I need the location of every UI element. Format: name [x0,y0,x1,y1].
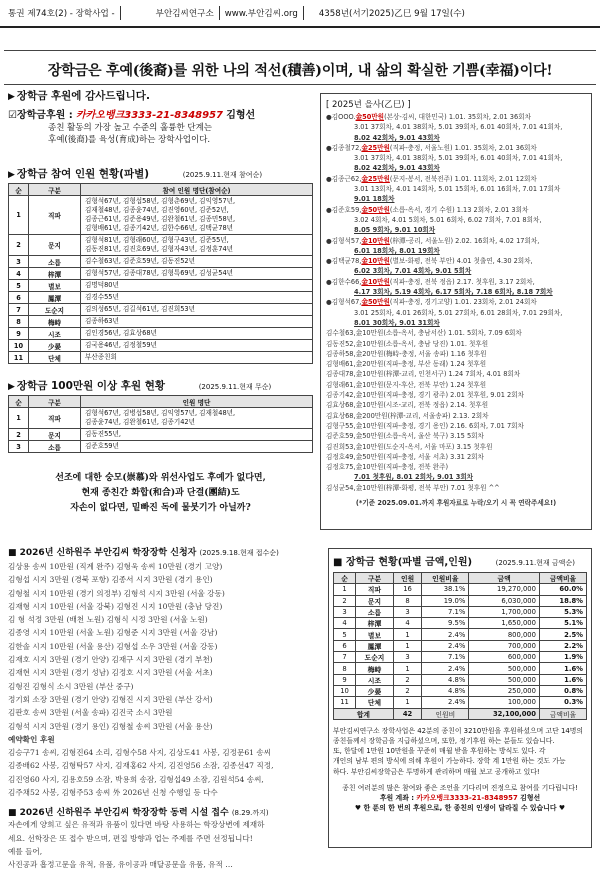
ledger-single-cont: 7.01 첫후원, 8.01 2회차, 9.01 3회차 [354,473,474,482]
row-branch: 소릅 [29,256,81,268]
row-names [81,256,313,268]
row-names [81,340,313,352]
status-cell: 2.4% [422,697,469,708]
ledger-single: 김종대78,金10만원(梓潭-교리, 인천서구) 1.24 7회차, 4.01 8회차 [326,370,521,379]
table-header-row: 순 구분 인원 인원비율 금액 금액비율 [334,573,587,584]
row-branch: 시조 [29,328,81,340]
row-names [81,304,313,316]
ledger-entry-line: 8.02 42회차, 9.01 43회차 [354,164,440,173]
name-line: 김형석57년, 김종대78년, 김형특69년, 김성균54년 [85,269,234,277]
account-holder: 김형선 [226,110,256,121]
triangle-icon: ▶ [8,170,15,180]
row-names [81,268,313,280]
name-line: 김형배61년, 김종기42년, 김한수66년, 김택균78년 [85,224,234,232]
ledger-single: 김형배61,金20만원(직파-충정, 부산 동래) 1.24 첫후원 [326,360,487,369]
status-cell: 700,000 [469,640,540,651]
applicant-footer-line: 김주채52 사봉, 김형주53 송씨 外 2026년 신청 수행일 등 다수 [8,788,218,798]
row-number: 11 [9,352,29,364]
applicant-row: 김상용 송씨 10만원 (직계 완주) 김형욱 송씨 10만원 (경기 고양) [8,562,223,571]
issue-label: 통권 제74호(2) - 장학사업 - [8,9,115,19]
million-title: ▶ 장학금 100만원 이상 후원 현황 (2025.9.11.현재 무순) [8,380,272,392]
row-branch: 少晏 [29,340,81,352]
ledger-entry [326,236,586,257]
recruit-line: 예를 들어, [8,846,43,856]
name-line: 김종하63년 [85,317,119,325]
row-number: 5 [9,280,29,292]
table-row [9,328,313,340]
status-note-line: 종친들께서 장학금을 지급하셨으며, 또한, 정기후원 하는 분들도 있습니다. [333,737,555,746]
ledger-last: 김성균54,金10만원(梓潭-화평, 전북 부안) 7.01 첫후원 ^^ [326,483,500,492]
table-row [334,652,587,663]
row-names [81,328,313,340]
status-cell: 1.9% [539,652,586,663]
left-column [8,88,313,528]
name-line: 김수철63년, 김준호59년, 김동진52년 [85,257,195,265]
status-cell: 60.0% [539,584,586,595]
row-number: 3 [9,256,29,268]
status-note-line: 또, 한달에 1만원 10만원을 꾸준히 매월 받을 후원하는 방식도 있다. 각 [333,747,546,756]
site-url[interactable]: www.부안김씨.org [224,9,298,19]
table-row [9,408,313,429]
ledger-entry [326,205,586,236]
status-cell: 1 [393,640,421,651]
row-names [81,352,313,364]
name-line: 김명덕80년 [85,281,119,289]
status-total-row [334,708,587,719]
ledger-entry-head: ●김종철72,金25만원(직파-충정, 서울노원) 1.01. 35회차, 2.01 36회차 [326,143,537,152]
status-cell: 3 [393,652,421,663]
status-cell: 7.1% [422,606,469,617]
status-cell: 0.3% [539,697,586,708]
row-number: 1 [9,196,29,235]
status-cell: 鳳潭 [356,640,394,651]
ledger-entry-line: 3.01 13회차, 4.01 14회차, 5.01 15회차, 6.01 16회차, 7.01 17회차 [354,185,561,194]
ledger-entry-head: ●김형석67,金50만원(직파-충정, 경기고양) 1.01. 23회차, 2.01 24회차 [326,298,537,307]
status-cell: 2.4% [422,629,469,640]
table-row [9,316,313,328]
status-cell: 800,000 [469,629,540,640]
status-cell: 3 [393,606,421,617]
status-cell: 梅峙 [356,663,394,674]
table-row [334,606,587,617]
status-cell: 5.1% [539,618,586,629]
ledger-entry-head: ●김OOO.金50만원(본상-김씨, 대한민국) 1.01. 35회차, 2.01 36회차 [326,113,531,121]
status-total-cell: 합계 [334,708,394,719]
status-cell: 10 [334,685,356,696]
row-number: 3 [9,441,29,453]
row-branch: 직파 [29,196,81,235]
name-line: 김재철48년, 김종윤74년, 김진영60년, 김준52년, [85,206,229,214]
headline-rule-bottom [4,84,596,85]
applicant-row: 김형철 시지 10만원 (경기 의정부) 김형석 시지 3만원 (서울 강동) [8,588,225,598]
ledger-entry [326,112,586,143]
table-row [9,429,313,441]
status-cell: 4.8% [422,685,469,696]
ledger-body [326,112,586,508]
ledger-entry-line: 8.02 42회차, 9.01 43회차 [354,133,440,142]
name-line: 김형석81년, 김형래60년, 김형구43년, 김준55년, [85,236,229,244]
name-line: 김동진81년, 김진호69년, 김형자43년, 김정훈74년 [85,245,234,253]
status-note-line: 하다. 부안김씨장학금은 투명하게 관리하며 매월 보고 공개하고 있다! [333,767,540,776]
status-cell: 문지 [356,595,394,606]
status-cell: 1,650,000 [469,618,540,629]
applicant-row: 김재형 시지 10만원 (서울 강북) 김형진 시지 10만원 (충남 당진) [8,601,223,611]
status-notes [333,726,587,777]
plea-line: 선조에 대한 숭모(崇慕)와 위선사업도 후예가 없다면, [55,473,266,483]
closing-slogan: ♥ 한 푼의 한 번의 후원으로, 한 종친의 인생이 달라질 수 있습니다 ♥ [354,804,566,813]
status-cell: 7 [334,652,356,663]
row-branch: 鳳潭 [29,292,81,304]
status-cell: 1.6% [539,663,586,674]
applicants-footer [8,746,315,799]
issue-date: 4358년(서기2025)乙巳 9월 17일(수) [318,9,465,19]
applicant-row: 김형석 시지 3만원 (경기 용인) 김형철 송씨 3만원 (서울 용산) [8,721,213,731]
status-cell: 2.4% [422,663,469,674]
applicant-footer-line: 김진영60 사지, 김용호59 소잠, 박용희 송잠, 김형섭49 소잠, 김원석54 송씨, [8,774,264,784]
ledger-single: 김동진52,金10만원(소릅-옥서, 충남 당진) 1.01. 첫후원 [326,339,489,348]
applicants-section [8,545,315,870]
table-row [9,280,313,292]
table-row [334,595,587,606]
ledger-entry [326,297,586,328]
name-line: 김준호59년 [85,442,119,450]
participation-title: ▶ 장학금 참여 인원 현황(파별) (2025.9.11.현재 참여순) [8,168,263,180]
status-cell: 8 [393,595,421,606]
status-cell: 19,270,000 [469,584,540,595]
applicants-list [8,560,315,733]
participation-table [8,183,313,364]
status-note-line: 부안김씨연구소 장학사업은 42분의 종친이 3210만원을 후원하셨으며 고단 14명의 [333,726,584,735]
status-note-line: 개인의 남부 편의 방식에 의해 후원이 가능하다. 장학 계 1만원 하는 것도 가능 [333,757,566,766]
status-cell: 2 [393,685,421,696]
account-line: ☑장학금후원 : 카카오뱅크3333-21-8348957 김형선 [8,110,256,121]
name-line: 김종근61년, 김준용49년, 김완철61년, 김종민58년, [85,215,236,223]
row-branch: 별보 [29,280,81,292]
ledger-entry-line: 6.02 3회차, 7.01 4회차, 9.01 5회차 [354,267,472,276]
status-cell: 1 [393,663,421,674]
row-number: 8 [9,316,29,328]
ledger-single: 김준호59,金50만원(소릅-옥서, 울산 북구) 3.15 5회차 [326,432,484,441]
ledger-entry-head: ●김택균78,金10만원(별보-화평, 전북 부안) 4.01 첫출연, 4.30 2회차, [326,257,533,266]
ledger-single: 김형래61,金10만원(문지-후산, 전북 부안) 1.24 첫후원 [326,380,487,389]
ledger-entry [326,256,586,277]
ledger-single: 김진희53,金10만원(도순지-옥서, 서울 마포) 3.15 첫후원 [326,442,493,451]
status-cell: 11 [334,697,356,708]
ledger-footnote: (*기준 2025.09.01.까지 후원자료로 누락/오기 시 꼭 연락주세요!) [355,498,557,507]
status-cell: 500,000 [469,663,540,674]
org-name: 부안김씨연구소 [155,9,214,19]
closing-account-line: 후원 계좌 : 카카오뱅크3333-21-8348957 김형선 [379,794,541,803]
donation-ledger [320,93,592,530]
status-cell: 4 [393,618,421,629]
status-cell: 1 [393,629,421,640]
row-names [81,235,313,256]
applicants-title: ■ 2026년 신하원주 부안김씨 학장장학 신청자 (2025.9.18.현재 접수순) [8,548,279,558]
row-names [81,429,313,441]
status-cell: 3 [334,606,356,617]
applicants-footer-label: 예약확인 후원 [8,734,55,744]
recruit-body [8,818,315,871]
status-cell: 9.5% [422,618,469,629]
status-cell: 6 [334,640,356,651]
closing-text: 종친 여러분의 많은 참여와 좋은 조언을 기다리며 진정으로 참여를 기다립니다! [342,783,578,792]
table-row [9,304,313,316]
applicant-row: 김 형 석정 3만원 (배천 노원) 김형식 시정 3만원 (서울 노원) [8,615,208,625]
status-cell: 소릅 [356,606,394,617]
table-row [334,685,587,696]
table-row [334,640,587,651]
status-cell: 1 [334,584,356,595]
header-divider [120,6,121,20]
row-names [81,280,313,292]
ledger-entry [326,174,586,205]
status-cell: 2.2% [539,640,586,651]
ledger-entry-line: 6.01 18회차, 8.01 19회차 [354,246,440,255]
recruit-line: 사진공과 흡정고문을 유적, 유품, 유이공과 매달공문을 유품, 유적 … [8,860,233,870]
status-cell: 도순지 [356,652,394,663]
row-branch: 문지 [29,235,81,256]
row-branch: 도순지 [29,304,81,316]
ledger-single: 김종기42,金10만원(직파-충정, 경기 광주) 2.01 첫후원, 9.01 2회차 [326,391,524,400]
row-number: 4 [9,268,29,280]
name-line: 김인경56년, 김효상68년 [85,329,157,337]
status-total-cell: 42 [393,708,421,719]
status-cell: 7.1% [422,652,469,663]
status-cell: 6,030,000 [469,595,540,606]
table-row [9,441,313,453]
table-row [334,674,587,685]
status-cell: 별보 [356,629,394,640]
status-cell: 100,000 [469,697,540,708]
status-section [328,548,592,848]
recruit-line: 세요. 선학장은 또 접수 받으며, 편집 방향과 업는 주제를 주면 선정됩니다! [8,833,253,843]
status-cell: 600,000 [469,652,540,663]
row-branch: 단체 [29,352,81,364]
table-row [334,584,587,595]
status-cell: 1 [393,697,421,708]
plea-block [8,471,313,516]
status-cell: 2 [393,674,421,685]
status-cell: 1,700,000 [469,606,540,617]
triangle-icon: ▶ [8,382,15,392]
status-title: ■ 장학금 현황(파별 금액,인원) (2025.9.11.현재 금액순) [333,557,575,568]
table-row [334,663,587,674]
triangle-icon: ▶ [8,92,15,102]
row-number: 7 [9,304,29,316]
ledger-single: 김수철63,金10만원(소릅-옥서, 충남서산) 1.01. 5회차, 7.09 6회차 [326,329,522,338]
status-total-cell: 금액비율 [539,708,586,719]
name-line: 김국용46년, 김정철59년 [85,341,157,349]
status-cell: 2.4% [422,640,469,651]
plea-line: 자손이 없다면, 밑빠진 독에 물붓기가 아닐까? [70,503,251,513]
row-names [81,196,313,235]
ledger-entry-head: ●김준호59,金50만원(소릅-옥서, 경기 수원) 1.13 2회차, 2.01 3회차 [326,205,529,214]
table-row [9,352,313,364]
table-row [9,256,313,268]
row-number: 10 [9,340,29,352]
ledger-entry-head: ●김한수66,金10만원(직파-충정, 전북 정읍) 2.17. 첫후원, 3.17 2회차, [326,277,535,286]
status-cell: 1.6% [539,674,586,685]
recruit-title: ■ 2026년 신하원주 부안김씨 학장장학 동력 시설 접수 (8.29.까지) [8,808,269,819]
name-line: 부산종친회 [85,353,117,361]
applicant-row: 김재호 시지 3만원 (경기 안양) 김재구 시지 3만원 (경기 부천) [8,655,213,665]
table-header-row: 순 구분 참여 인원 명단(참여순) [9,184,313,196]
million-table [8,395,313,453]
plea-line: 현재 종친간 화합(和合)과 단결(團結)도 [81,488,240,498]
name-line: 김형석67년, 김형섭58년, 김형춘69년, 김익영57년, [85,197,236,205]
ledger-entry [326,277,586,298]
row-branch: 梓潭 [29,268,81,280]
ledger-entry-line: 3.02 4회차, 4.01 5회차, 5.01 6회차, 6.02 7회차, 7.01 8회차, [354,215,542,224]
closing-account[interactable]: 카카오뱅크3333-21-8348957 [416,794,518,803]
name-line: 김형석67년, 김병섭58년, 김익영57년, 김재철48년, [85,409,236,417]
ledger-entry [326,143,586,174]
status-cell: 2 [334,595,356,606]
recruit-line: 자손에게 양희고 싶은 유적과 유품이 있다면 바탕 사용하는 학장상변에 제재하 [8,820,265,830]
status-cell: 19.0% [422,595,469,606]
table-row [9,292,313,304]
ledger-entry-line: 9.01 18회차 [354,195,395,204]
ledger-single: 김정호49,金50만원(직파-충정, 서울 서초) 3.31 2회차 [326,452,484,461]
row-branch: 직파 [29,408,81,429]
status-cell: 9 [334,674,356,685]
status-total-cell: 인원비 [422,708,469,719]
status-cell: 4 [334,618,356,629]
status-cell: 16 [393,584,421,595]
applicant-row: 김재현 시지 3만원 (경기 성남) 김정호 시지 3만원 (서울 서초) [8,668,213,678]
row-names [81,441,313,453]
name-line: 김동진55년, [85,430,121,438]
headline-rule-top [4,50,596,51]
applicant-footer-line: 김승구71 송씨, 김형진64 소리, 김형수58 사지, 김상도41 사봉, 김정문61 송씨 [8,748,272,758]
applicant-row: 정기회 소장 3만원 (경기 안양) 김형진 시지 3만원 (부산 강서) [8,694,213,704]
status-table [333,572,587,720]
ledger-single: 김정호75,金10만원(직파-충정, 전북 완주) [326,463,449,472]
table-row [9,196,313,235]
ledger-entry-line: 3.01 25회차, 4.01 26회차, 5.01 27회차, 6.01 28회차, 7.01 29회차, [354,308,563,317]
status-cell: 8 [334,663,356,674]
row-branch: 소릅 [29,441,81,453]
ledger-entry-head: ●김종근62,金25만원(문지-봉서, 전북전주) 1.01. 11회차, 2.01 12회차 [326,174,537,183]
table-row [9,235,313,256]
page-header [0,0,600,28]
table-row [334,629,587,640]
table-row [9,340,313,352]
name-line: 김경수55년 [85,293,119,301]
status-cell: 2.5% [539,629,586,640]
status-cell: 5 [334,629,356,640]
row-branch: 문지 [29,429,81,441]
header-divider [219,6,220,20]
table-row [334,618,587,629]
status-cell: 500,000 [469,674,540,685]
thanks-title: ▶ 장학금 후원에 감사드립니다. [8,90,150,102]
row-number: 2 [9,429,29,441]
ledger-title: [ 2025년 을사(乙巳) ] [326,100,411,110]
name-line: 김종윤74년, 김완철61년, 김종기42년 [85,418,195,426]
ledger-single: 김효상68,金10만원(시조-교리, 전북 정읍) 2.14. 첫후원 [326,401,489,410]
row-names [81,408,313,429]
headline: 장학금은 후예(後裔)를 위한 나의 적선(積善)이며, 내 삶의 확실한 기쁨(幸福)이다! [47,63,553,79]
ledger-single: 김종하58,金20만원(梅峙-충정, 서울 송파) 1.16 첫후원 [326,349,487,358]
applicant-row: 김종영 시지 10만원 (서울 노원) 김형준 시지 3만원 (서울 강남) [8,628,218,638]
applicant-footer-line: 김종배62 사봉, 김형탁57 사지, 김재홍62 사지, 김진영56 소잠, 김종선47 직정, [8,761,274,771]
header-divider [303,6,304,20]
applicant-row: 김형섭 시지 3만원 (경북 포항) 김종서 시지 3만원 (경기 용인) [8,575,213,585]
ledger-entry-line: 8.05 9회차, 9.01 10회차 [354,226,436,235]
ledger-entry-head: ●김형석57,金10만원(梓潭-공리, 서울노원) 2.02. 16회차, 4.02 17회차, [326,236,540,245]
ledger-entry-line: 8.01 30회차, 9.01 31회차 [354,318,440,327]
table-row [9,268,313,280]
row-names [81,316,313,328]
row-names [81,292,313,304]
row-number: 2 [9,235,29,256]
applicant-row: 김형진 김형식 소시 3만원 (부산 중구) [8,681,134,691]
status-cell: 0.8% [539,685,586,696]
row-number: 9 [9,328,29,340]
row-number: 1 [9,408,29,429]
status-cell: 250,000 [469,685,540,696]
row-number: 6 [9,292,29,304]
status-cell: 4.8% [422,674,469,685]
status-cell: 梓潭 [356,618,394,629]
applicant-row: 김판호 송씨 3만원 (서울 송파) 김진국 소시 3만원 [8,708,173,718]
row-branch: 梅峙 [29,316,81,328]
status-total-cell: 32,100,000 [469,708,540,719]
status-cell: 직파 [356,584,394,595]
applicant-row: 김한솔 시지 10만원 (서울 용산) 김형섭 소우 3만원 (서울 강동) [8,641,218,651]
ledger-single: 김효상68,金200만원(梓潭-교리, 서울송파) 2.13. 2회차 [326,411,489,420]
table-row [334,697,587,708]
account-number[interactable]: 카카오뱅크3333-21-8348957 [75,110,223,121]
status-cell: 시조 [356,674,394,685]
status-cell: 38.1% [422,584,469,595]
thanks-line: 후예(後裔)를 육성(育成)하는 장학사업이다. [48,134,211,145]
ledger-entry-line: 3.01 37회차, 4.01 38회차, 5.01 39회차, 6.01 40회차, 7.01 41회차, [354,154,563,163]
ledger-entry-line: 3.01 37회차, 4.01 38회차, 5.01 39회차, 6.01 40회차, 7.01 41회차, [354,123,563,132]
status-cell: 단체 [356,697,394,708]
name-line: 김의성65년, 김길석61년, 김진희53년 [85,305,195,313]
table-header-row: 순 구분 인원 명단 [9,396,313,408]
thanks-line: 종친 활동의 가장 높고 수준의 훌륭한 단계는 [48,123,213,133]
status-cell: 18.8% [539,595,586,606]
status-cell: 少晏 [356,685,394,696]
status-cell: 5.3% [539,606,586,617]
ledger-single: 김형구55,金10만원(직파-충정, 경기 용인) 2.16. 6회차, 7.01 7회차 [326,421,524,430]
ledger-entry-line: 4.17 3회차, 5.19 4회차, 6.17 5회차, 7.18 6회차, 8.18 7회차 [354,288,553,297]
